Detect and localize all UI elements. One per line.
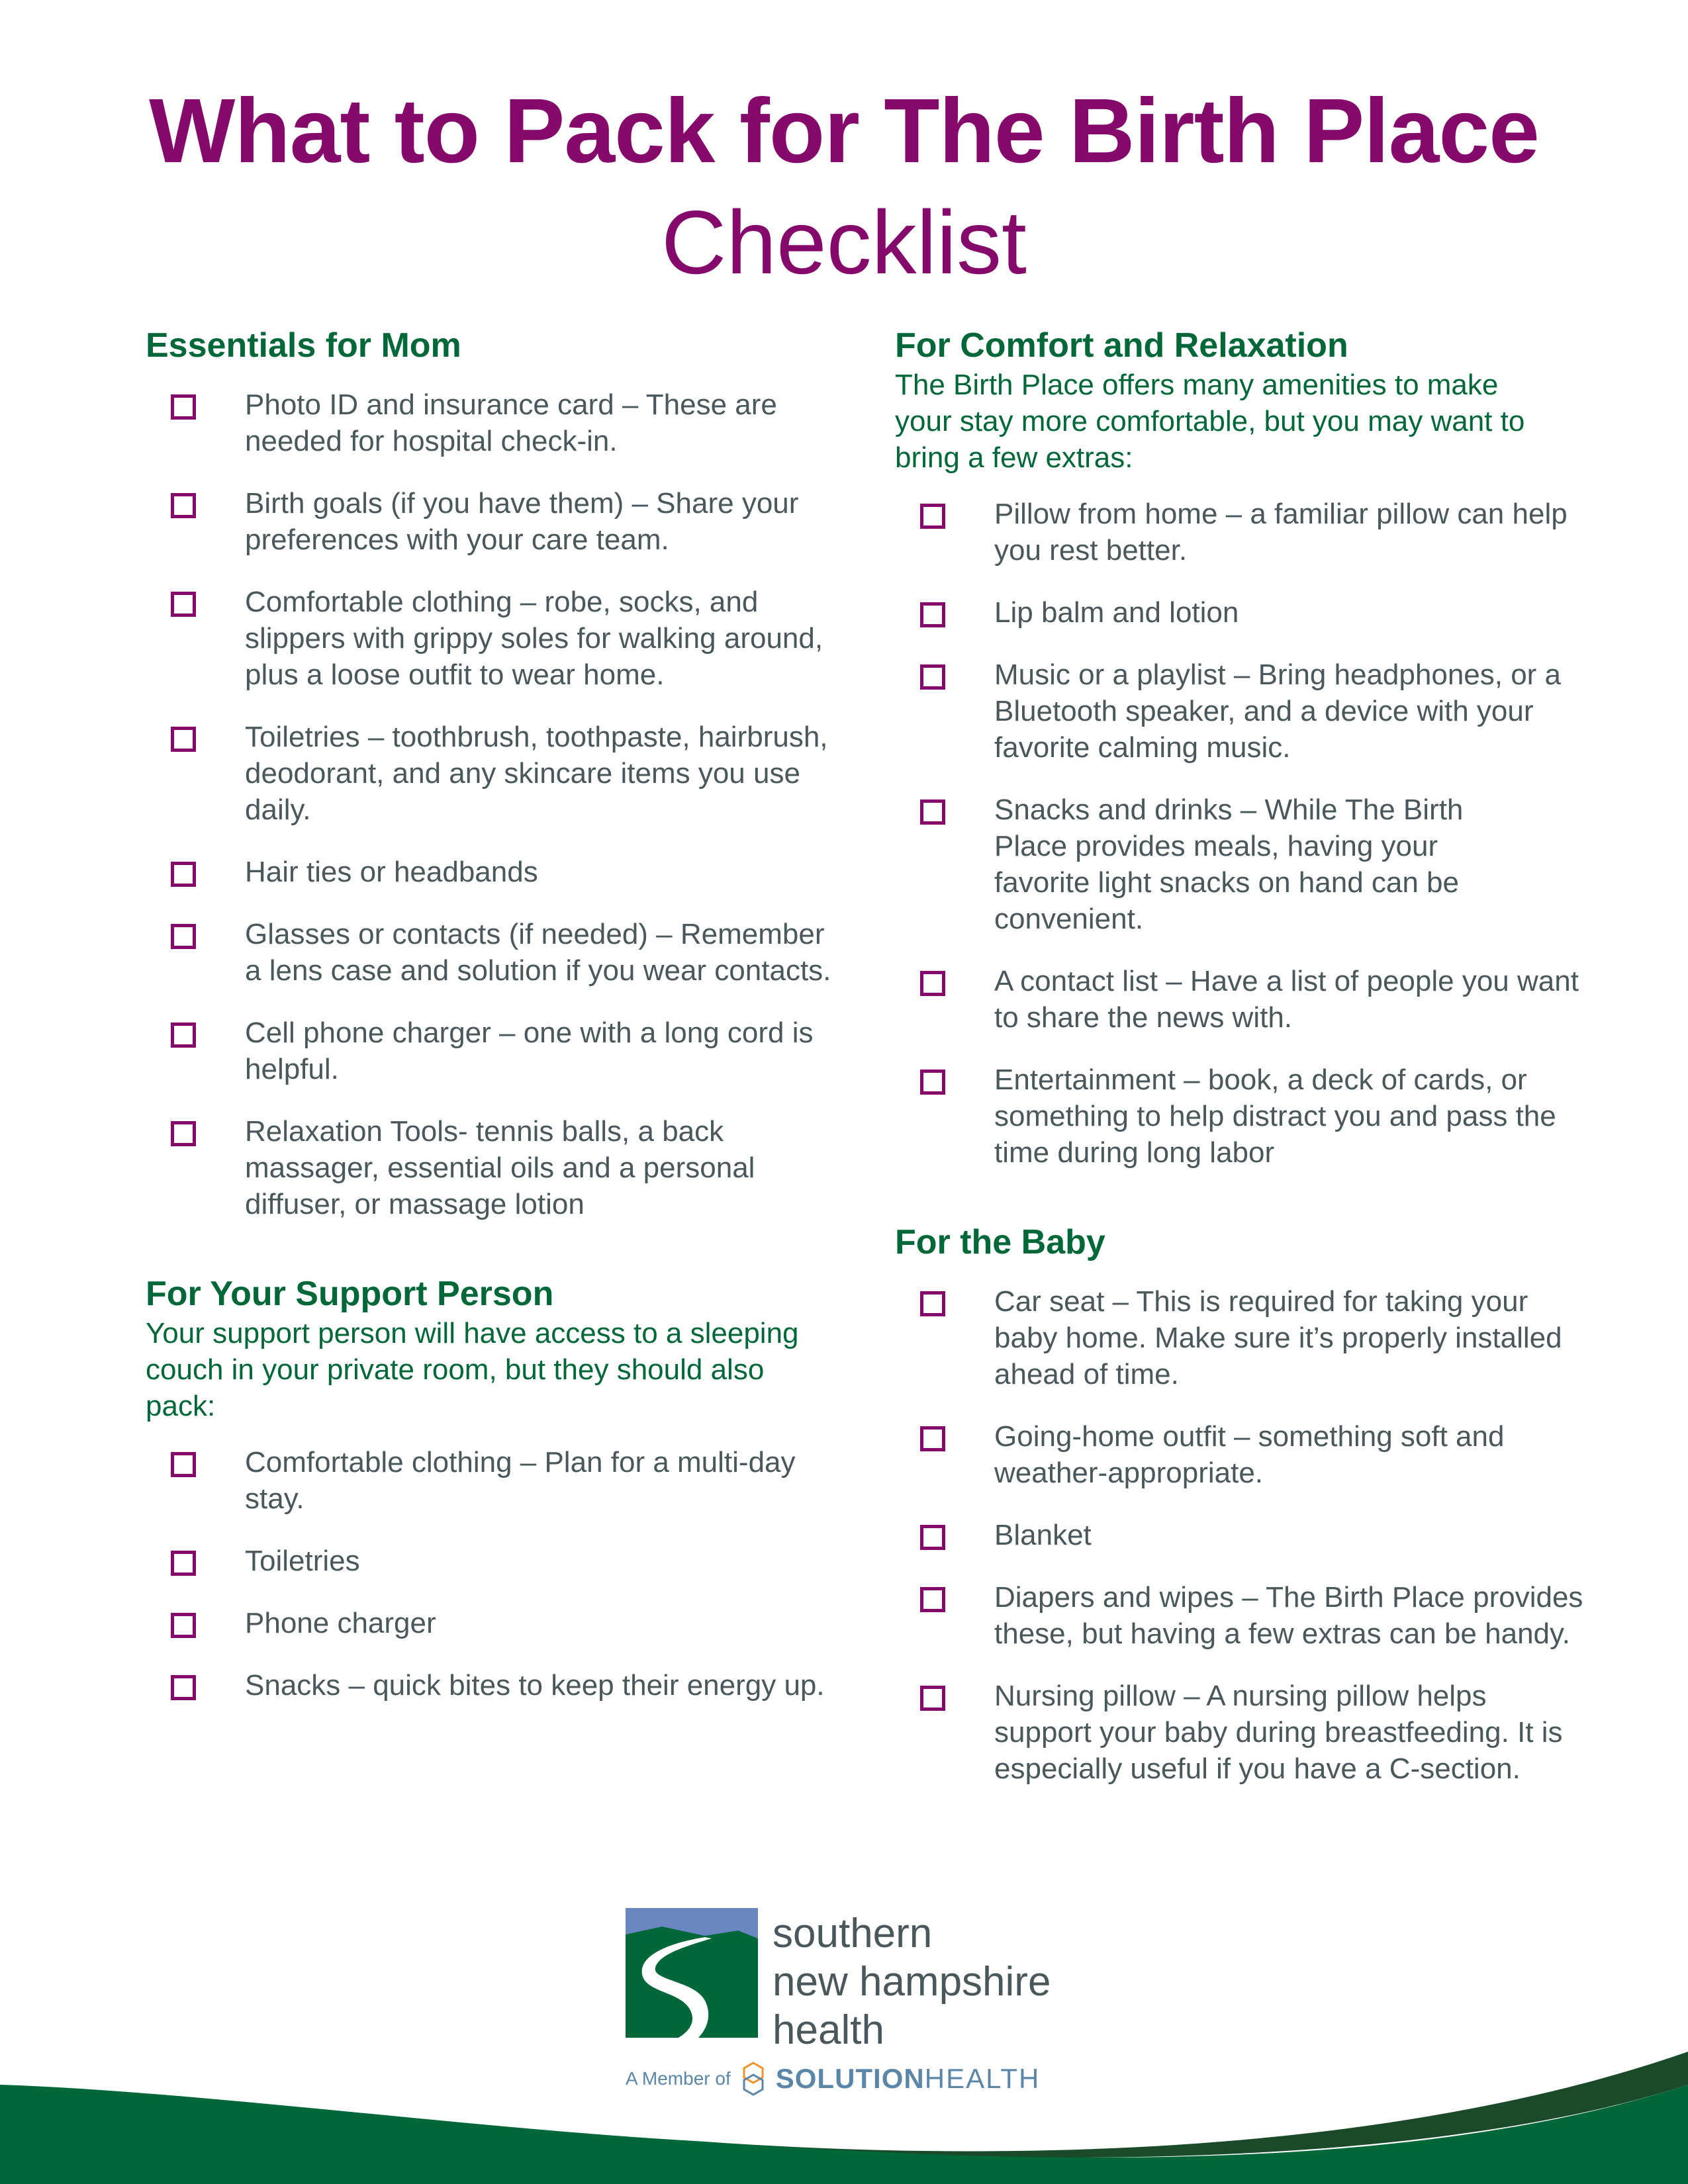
item-text: Car seat – This is required for taking your baby home. Make sure it’s properly installed ahead of time. bbox=[994, 1285, 1562, 1390]
checkbox[interactable] bbox=[171, 727, 196, 752]
logo-wordmark bbox=[773, 1909, 1051, 2054]
checklist bbox=[146, 387, 834, 1222]
logo-line: southern bbox=[773, 1911, 933, 1956]
page-subtitle: Checklist bbox=[661, 192, 1027, 293]
section-for-the-baby bbox=[895, 1221, 1583, 1787]
checkbox[interactable] bbox=[171, 924, 196, 949]
checklist bbox=[895, 496, 1583, 1171]
checkbox[interactable] bbox=[920, 1525, 945, 1550]
checklist-item bbox=[146, 1444, 834, 1517]
snhh-logo bbox=[626, 1908, 1089, 2093]
brand-solution: SOLUTION bbox=[775, 2063, 925, 2094]
brand-health: HEALTH bbox=[924, 2063, 1041, 2094]
checklist bbox=[895, 1283, 1583, 1787]
item-text: Phone charger bbox=[245, 1607, 436, 1639]
checkbox[interactable] bbox=[171, 493, 196, 518]
checkbox[interactable] bbox=[920, 1587, 945, 1612]
section-heading: Essentials for Mom bbox=[146, 326, 461, 365]
section-essentials-for-mom bbox=[146, 324, 834, 1222]
checklist-item bbox=[895, 963, 1583, 1036]
item-text: Toiletries bbox=[245, 1545, 360, 1577]
checklist-item bbox=[895, 1418, 1583, 1491]
member-of-line bbox=[626, 2062, 1040, 2096]
item-text: Lip balm and lotion bbox=[994, 596, 1239, 629]
item-text: Comfortable clothing – robe, socks, and slippers with grippy soles for walking around, plus a loose outfit to wear home. bbox=[245, 586, 823, 691]
item-text: Pillow from home – a familiar pillow can help you rest better. bbox=[994, 498, 1568, 567]
member-of-label: A Member of bbox=[626, 2068, 731, 2089]
checkbox[interactable] bbox=[920, 602, 945, 627]
item-text: Comfortable clothing – Plan for a multi-day stay. bbox=[245, 1446, 796, 1515]
checkbox[interactable] bbox=[171, 1675, 196, 1700]
item-text: Snacks and drinks – While The Birth Place provides meals, having your favorite light snacks on hand can be convenient. bbox=[994, 794, 1464, 935]
checklist-item bbox=[146, 1543, 834, 1579]
checklist-item bbox=[895, 1283, 1583, 1392]
item-text: Glasses or contacts (if needed) – Remember a lens case and solution if you wear contacts. bbox=[245, 918, 831, 987]
checklist-item bbox=[895, 496, 1583, 569]
item-text: Diapers and wipes – The Birth Place provides these, but having a few extras can be handy. bbox=[994, 1581, 1583, 1650]
item-text: Cell phone charger – one with a long cord is helpful. bbox=[245, 1017, 814, 1085]
checklist-item bbox=[146, 1015, 834, 1087]
item-text: Going-home outfit – something soft and weather-appropriate. bbox=[994, 1420, 1505, 1489]
item-text: Blanket bbox=[994, 1519, 1092, 1551]
checkbox[interactable] bbox=[171, 1023, 196, 1048]
checkbox[interactable] bbox=[920, 1069, 945, 1095]
checklist-item bbox=[895, 792, 1583, 937]
item-text: Hair ties or headbands bbox=[245, 856, 538, 888]
checkbox[interactable] bbox=[171, 1121, 196, 1146]
checklist-item bbox=[146, 1605, 834, 1641]
section-comfort-relaxation bbox=[895, 324, 1583, 1171]
checklist-item bbox=[146, 1113, 834, 1222]
checkbox[interactable] bbox=[920, 1686, 945, 1711]
checkbox[interactable] bbox=[171, 394, 196, 420]
checkbox[interactable] bbox=[171, 1551, 196, 1576]
item-text: Relaxation Tools- tennis balls, a back massager, essential oils and a personal diffuser, or massage lotion bbox=[245, 1115, 755, 1220]
checkbox[interactable] bbox=[171, 862, 196, 887]
checklist-item bbox=[146, 387, 834, 459]
section-intro: Your support person will have access to a sleeping couch in your private room, but they should also pack: bbox=[146, 1317, 799, 1422]
item-text: Entertainment – book, a deck of cards, or something to help distract you and pass the time during long labor bbox=[994, 1064, 1556, 1169]
logo-line: new hampshire bbox=[773, 1959, 1051, 2005]
item-text: A contact list – Have a list of people you want to share the news with. bbox=[994, 965, 1579, 1034]
section-heading: For the Baby bbox=[895, 1223, 1105, 1261]
item-text: Photo ID and insurance card – These are needed for hospital check-in. bbox=[245, 388, 777, 457]
checklist-item bbox=[146, 584, 834, 693]
checklist-item bbox=[895, 1062, 1583, 1171]
item-text: Toiletries – toothbrush, toothpaste, hairbrush, deodorant, and any skincare items you use daily. bbox=[245, 721, 828, 826]
checklist-item bbox=[146, 485, 834, 558]
checkbox[interactable] bbox=[171, 1452, 196, 1477]
checklist-item bbox=[146, 916, 834, 989]
checkbox[interactable] bbox=[920, 971, 945, 996]
item-text: Birth goals (if you have them) – Share your preferences with your care team. bbox=[245, 487, 799, 556]
item-text: Snacks – quick bites to keep their energy up. bbox=[245, 1669, 825, 1702]
section-intro: The Birth Place offers many amenities to make your stay more comfortable, but you may want to bring a few extras: bbox=[895, 369, 1525, 474]
checklist-item bbox=[146, 719, 834, 828]
checkbox[interactable] bbox=[920, 799, 945, 825]
page-title: What to Pack for The Birth Place bbox=[149, 80, 1539, 182]
interlocking-hexagons-icon bbox=[740, 2062, 767, 2096]
winding-road-logo-icon bbox=[626, 1908, 758, 2038]
logo-line: health bbox=[773, 2007, 884, 2053]
section-support-person bbox=[146, 1273, 834, 1704]
checkbox[interactable] bbox=[920, 664, 945, 690]
section-heading: For Your Support Person bbox=[146, 1275, 554, 1313]
checklist-item bbox=[895, 1579, 1583, 1652]
checkbox[interactable] bbox=[920, 1291, 945, 1316]
checkbox[interactable] bbox=[920, 504, 945, 529]
checklist-item bbox=[895, 594, 1583, 631]
checklist-item bbox=[146, 854, 834, 890]
checklist-item bbox=[146, 1667, 834, 1704]
left-column bbox=[146, 324, 834, 1704]
right-column bbox=[895, 324, 1583, 1787]
checklist-item bbox=[895, 657, 1583, 766]
checklist bbox=[146, 1444, 834, 1704]
checkbox[interactable] bbox=[920, 1426, 945, 1451]
item-text: Nursing pillow – A nursing pillow helps support your baby during breastfeeding. It is especially useful if you have a C-section. bbox=[994, 1680, 1563, 1785]
checkbox[interactable] bbox=[171, 592, 196, 617]
checklist-item bbox=[895, 1678, 1583, 1787]
checklist-item bbox=[895, 1517, 1583, 1553]
item-text: Music or a playlist – Bring headphones, or a Bluetooth speaker, and a device with your favorite calming music. bbox=[994, 659, 1562, 764]
section-heading: For Comfort and Relaxation bbox=[895, 326, 1348, 365]
checkbox[interactable] bbox=[171, 1613, 196, 1638]
